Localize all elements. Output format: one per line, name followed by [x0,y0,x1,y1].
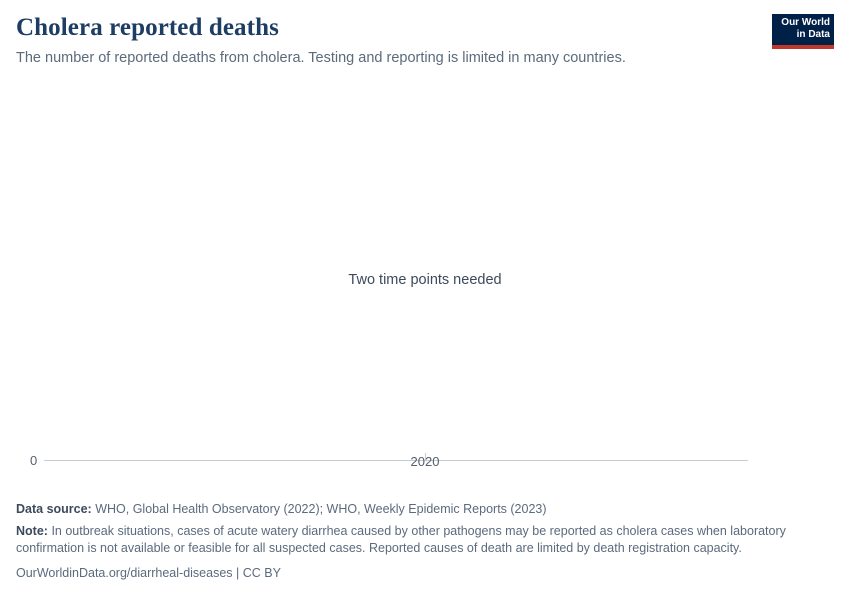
x-axis-tick-2020: 2020 [410,454,440,470]
data-source-label: Data source: [16,502,92,516]
data-source-row [16,501,834,519]
owid-site-link[interactable]: OurWorldinData.org/diarrheal-diseases [16,565,233,580]
logo-line-one: Our World [781,17,830,28]
chart-subtitle: The number of reported deaths from cholera. Testing and reporting is limited in many countries. [16,49,626,66]
logo-line-two: in Data [796,29,830,40]
attribution-separator: | [232,565,243,580]
our-world-in-data-logo[interactable] [772,14,834,49]
plot-area [16,86,834,486]
attribution-row [16,565,834,583]
chart-footer [16,501,834,586]
page-title: Cholera reported deaths [16,14,279,41]
note-text: In outbreak situations, cases of acute watery diarrhea caused by other pathogens may be reported as cholera cases when laboratory confirmation is not available or feasible for all suspected cases. Reported causes of death are limited by death registration capacity. [16,523,786,555]
data-source-text: WHO, Global Health Observatory (2022); WHO, Weekly Epidemic Reports (2023) [95,502,547,516]
x-axis-line [44,460,748,461]
chart-header [16,14,834,68]
note-label: Note: [16,523,48,538]
note-row [16,523,834,558]
licence-label[interactable]: CC BY [242,565,281,580]
y-axis-tick-zero: 0 [30,453,38,469]
no-data-message: Two time points needed [348,272,502,289]
